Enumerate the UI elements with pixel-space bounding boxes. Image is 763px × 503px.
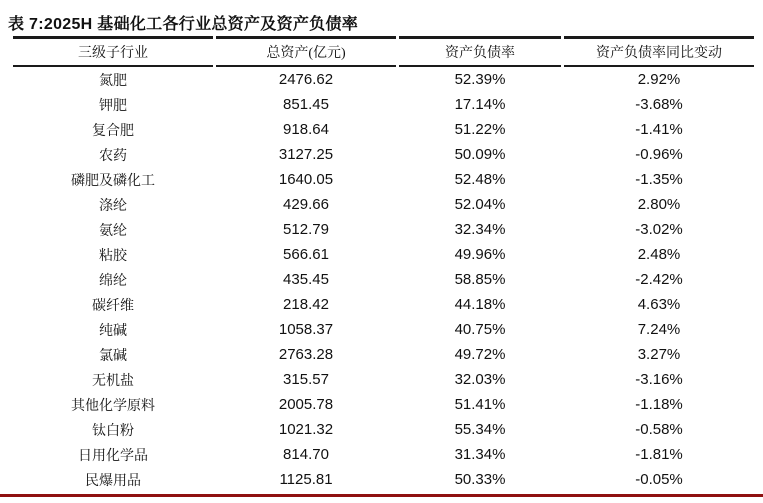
industry-cell: 磷肥及磷化工	[71, 173, 155, 189]
value-cell: 814.70	[283, 446, 329, 463]
value-cell: 851.45	[283, 96, 329, 113]
table-row	[13, 117, 754, 142]
value-cell: 31.34%	[454, 446, 506, 463]
value-cell: 2005.78	[278, 396, 334, 413]
value-cell: 50.09%	[454, 146, 506, 163]
value-cell: -1.35%	[635, 171, 683, 188]
industry-cell: 无机盐	[92, 373, 134, 389]
value-cell: 1021.32	[278, 421, 334, 438]
value-cell: -0.96%	[635, 146, 683, 163]
column-header-debt-ratio: 资产负债率	[399, 36, 561, 67]
industry-table	[10, 36, 757, 492]
value-cell: 1058.37	[278, 321, 334, 338]
industry-cell: 纯碱	[99, 323, 127, 339]
table-row	[13, 217, 754, 242]
table-row	[13, 92, 754, 117]
industry-cell: 日用化学品	[78, 448, 148, 464]
value-cell: 3.27%	[637, 346, 681, 363]
table-row	[13, 317, 754, 342]
value-cell: 435.45	[283, 271, 329, 288]
industry-cell: 农药	[99, 148, 127, 164]
value-cell: 7.24%	[637, 321, 681, 338]
value-cell: 2.92%	[637, 71, 681, 88]
industry-cell: 氯碱	[99, 348, 127, 364]
table-row	[13, 242, 754, 267]
value-cell: 51.22%	[454, 121, 506, 138]
table-row	[13, 292, 754, 317]
value-cell: 17.14%	[454, 96, 506, 113]
value-cell: 566.61	[283, 246, 329, 263]
value-cell: 429.66	[283, 196, 329, 213]
industry-cell: 复合肥	[92, 123, 134, 139]
table-row	[13, 442, 754, 467]
value-cell: -3.16%	[635, 371, 683, 388]
table-row	[13, 367, 754, 392]
header-row	[13, 36, 754, 67]
table-row	[13, 417, 754, 442]
value-cell: 49.96%	[454, 246, 506, 263]
table-row	[13, 67, 754, 92]
table-row	[13, 142, 754, 167]
industry-cell: 民爆用品	[85, 473, 141, 489]
value-cell: 2.48%	[637, 246, 681, 263]
value-cell: -1.18%	[635, 396, 683, 413]
table-title: 表 7:2025H 基础化工各行业总资产及资产负债率	[8, 16, 359, 33]
table-row	[13, 267, 754, 292]
value-cell: -1.41%	[635, 121, 683, 138]
industry-cell: 钾肥	[99, 98, 127, 114]
value-cell: -0.05%	[635, 471, 683, 488]
industry-cell: 钛白粉	[92, 423, 134, 439]
value-cell: 50.33%	[454, 471, 506, 488]
value-cell: -1.81%	[635, 446, 683, 463]
value-cell: 32.03%	[454, 371, 506, 388]
value-cell: 51.41%	[454, 396, 506, 413]
table-row	[13, 467, 754, 492]
value-cell: 512.79	[283, 221, 329, 238]
footer-divider	[0, 494, 763, 497]
table-row	[13, 167, 754, 192]
value-cell: 49.72%	[454, 346, 506, 363]
value-cell: 1640.05	[278, 171, 334, 188]
value-cell: 3127.25	[278, 146, 334, 163]
industry-cell: 碳纤维	[92, 298, 134, 314]
value-cell: 55.34%	[454, 421, 506, 438]
value-cell: 44.18%	[454, 296, 506, 313]
industry-cell: 氨纶	[99, 223, 127, 239]
value-cell: 315.57	[283, 371, 329, 388]
industry-table-container	[10, 36, 756, 492]
value-cell: 218.42	[283, 296, 329, 313]
table-row	[13, 392, 754, 417]
industry-cell: 涤纶	[99, 198, 127, 214]
value-cell: -0.58%	[635, 421, 683, 438]
value-cell: 52.04%	[454, 196, 506, 213]
value-cell: 32.34%	[454, 221, 506, 238]
industry-cell: 氮肥	[99, 73, 127, 89]
value-cell: 52.48%	[454, 171, 506, 188]
value-cell: 40.75%	[454, 321, 506, 338]
column-header-yoy-change: 资产负债率同比变动	[564, 36, 754, 67]
table-header	[13, 36, 754, 67]
column-header-industry: 三级子行业	[13, 36, 213, 67]
value-cell: 1125.81	[279, 471, 333, 488]
value-cell: -3.68%	[635, 96, 683, 113]
industry-cell: 粘胶	[99, 248, 127, 264]
value-cell: -2.42%	[635, 271, 683, 288]
value-cell: 918.64	[283, 121, 329, 138]
table-row	[13, 342, 754, 367]
industry-cell: 其他化学原料	[71, 398, 155, 414]
column-header-total-assets: 总资产(亿元)	[216, 36, 396, 67]
value-cell: 2.80%	[637, 196, 681, 213]
value-cell: 2763.28	[278, 346, 334, 363]
value-cell: 52.39%	[454, 71, 506, 88]
industry-cell: 绵纶	[99, 273, 127, 289]
table-row	[13, 192, 754, 217]
table-body	[13, 67, 754, 492]
value-cell: -3.02%	[635, 221, 683, 238]
value-cell: 4.63%	[637, 296, 681, 313]
value-cell: 2476.62	[278, 71, 334, 88]
value-cell: 58.85%	[454, 271, 506, 288]
